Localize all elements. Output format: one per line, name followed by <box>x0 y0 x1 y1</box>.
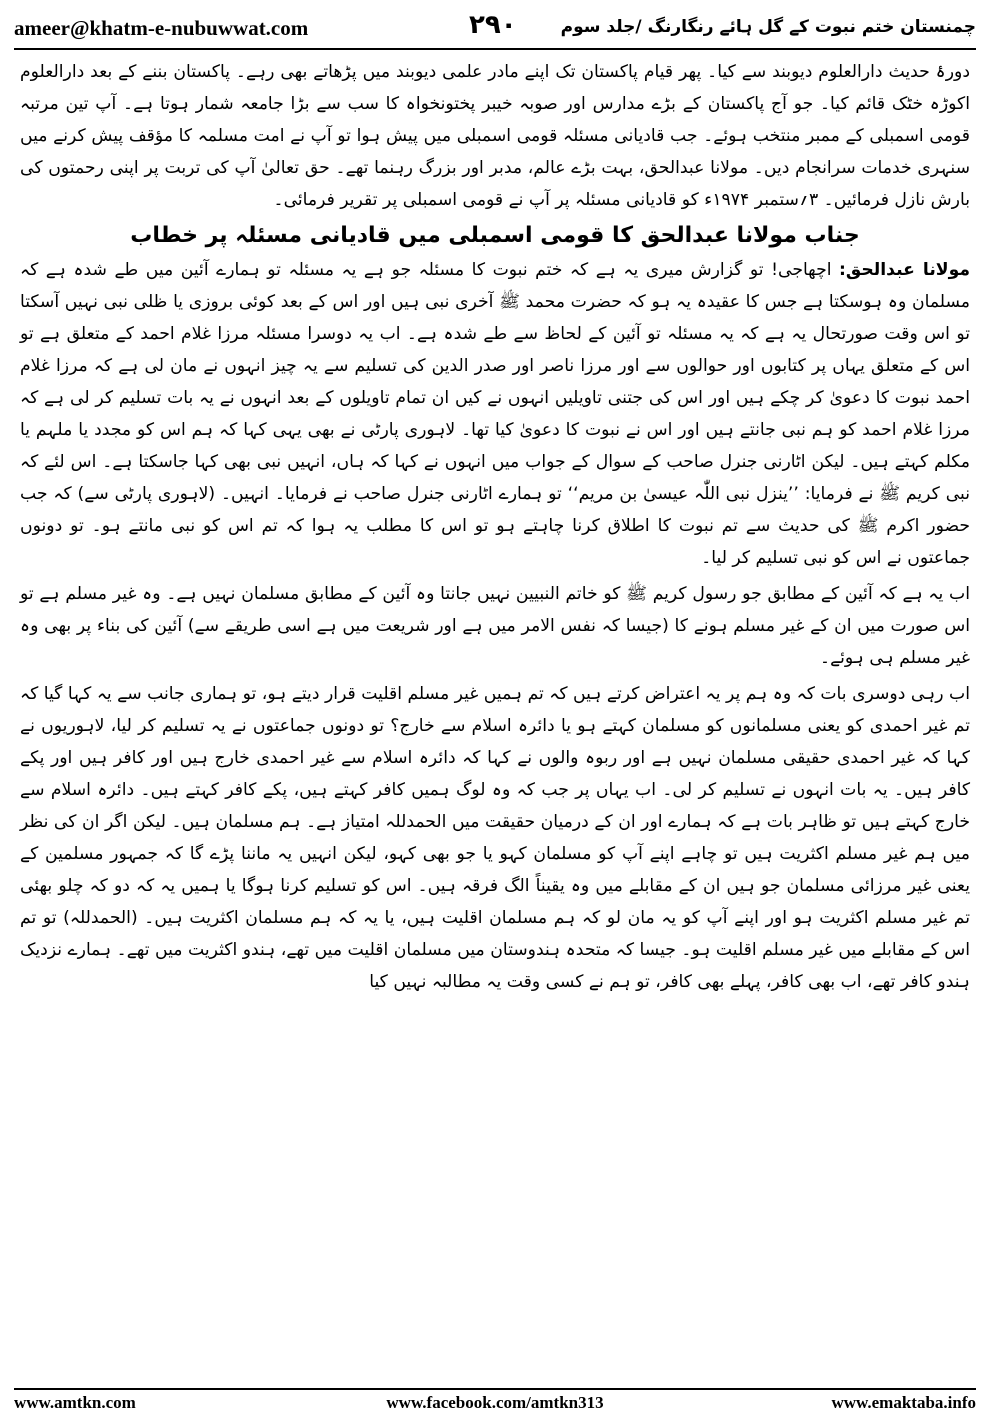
header-divider <box>14 48 976 50</box>
footer-link-facebook[interactable]: www.facebook.com/amtkn313 <box>386 1393 604 1412</box>
page-header <box>14 10 976 46</box>
footer-link-emaktaba[interactable]: www.emaktaba.info <box>831 1393 976 1412</box>
speaker-label: مولانا عبدالحق: <box>839 260 971 280</box>
section-heading: جناب مولانا عبدالحق کا قومی اسمبلی میں قادیانی مسئلہ پر خطاب <box>130 223 860 248</box>
page-number: ۲۹۰ <box>469 10 517 40</box>
header-email[interactable]: ameer@khatm-e-nubuwwat.com <box>14 16 309 40</box>
footer-divider <box>14 1388 976 1390</box>
speech-paragraph-1 <box>20 254 970 574</box>
footer-link-amtkn[interactable]: www.amtkn.com <box>14 1393 136 1412</box>
page-footer <box>14 1393 976 1417</box>
speech-paragraph-1-text: اچھاجی! تو گزارش میری یہ ہے کہ ختم نبوت کا مسئلہ جو ہے یہ مسئلہ تو ہمارے آئین میں طے شدہ ہے کہ مسلمان وہ ہوسکتا ہے جس کا عقیدہ یہ ہو کہ حضرت محمد ﷺ آخری نبی ہیں اور اس کے بعد کوئی بروزی یا ظلی نبی نہیں آسکتا تو اس وقت صورتحال یہ ہے کہ یہ مسئلہ تو آئین کے لحاظ سے طے شدہ ہے۔ اب یہ دوسرا مسئلہ مرزا غلام احمد کے متعلق ہے تو اس کے متعلق یہاں پر کتابوں اور حوالوں سے اور مرزا ناصر اور صدر الدین کی تسلیم سے یہ چیز انہوں نے مان لی ہے کہ مرزا غلام احمد نبوت کا دعویٰ کر چکے ہیں اور اس کی جتنی تاویلیں انہوں نے کیں ان تمام تاویلوں کے بعد انہوں نے یہ بات تسلیم کر لی ہے کہ مرزا غلام احمد کو ہم نبی جانتے ہیں اور اس نے نبوت کا دعویٰ کیا تھا۔ لاہوری پارٹی نے بھی یہی کہا کہ ہم اس کو مجدد یا ملہم یا مکلم کہتے ہیں۔ لیکن اٹارنی جنرل صاحب کے سوال کے جواب میں انہوں نے کہا کہ ہاں، انہیں نبی بھی کہا جاسکتا ہے۔ اس لئے کہ نبی کریم ﷺ نے فرمایا: ’’ینزل نبی اللّٰہ عیسیٰ بن مریم‘‘ تو ہمارے اٹارنی جنرل صاحب نے فرمایا۔ انہیں۔ (لاہوری پارٹی سے) کہ جب حضور اکرم ﷺ کی حدیث سے تم نبوت کا اطلاق کرنا چاہتے ہو تو اس کا مطلب یہ ہوا کہ تم اس کو نبی مانتے ہو۔ تو دونوں جماعتوں نے اس کو نبی تسلیم کر لیا۔ <box>20 260 970 568</box>
intro-paragraph: دورۂ حدیث دارالعلوم دیوبند سے کیا۔ پھر قیام پاکستان تک اپنے مادر علمی دیوبند میں پڑھاتے بھی رہے۔ پاکستان بننے کے بعد دارالعلوم اکوڑہ خٹک قائم کیا۔ جو آج پاکستان کے بڑے مدارس اور صوبہ خیبر پختونخواہ کا سب سے بڑا جامعہ شمار ہوتا ہے۔ آپ تین مرتبہ قومی اسمبلی کے ممبر منتخب ہوئے۔ جب قادیانی مسئلہ قومی اسمبلی میں پیش ہوا تو آپ نے امت مسلمہ کا مؤقف پیش کرنے میں سنہری خدمات سرانجام دیں۔ مولانا عبدالحق، بہت بڑے عالم، مدبر اور بزرگ رہنما تھے۔ حق تعالیٰ آپ کی تربت پر اپنی رحمتوں کی بارش نازل فرمائیں۔ ۳؍ستمبر ۱۹۷۴ء کو قادیانی مسئلہ پر آپ نے قومی اسمبلی پر تقریر فرمائی۔ <box>20 62 970 210</box>
book-title: چمنستان ختم نبوت کے گل ہائے رنگارنگ /جلد سوم <box>560 17 976 37</box>
speech-paragraph-3: اب رہی دوسری بات کہ وہ ہم پر یہ اعتراض کرتے ہیں کہ تم ہمیں غیر مسلم اقلیت قرار دیتے ہو، تو ہماری جانب سے یہ کہا گیا کہ تم غیر احمدی کو یعنی مسلمانوں کو مسلمان کہتے ہو یا دائرہ اسلام سے خارج؟ تو دونوں جماعتوں نے یہ تسلیم کر لیا، لاہوریوں نے کہا کہ غیر احمدی حقیقی مسلمان نہیں ہے اور ربوہ والوں نے کہا کہ دائرہ اسلام سے غیر احمدی خارج ہیں اور کافر ہیں اور پکے کافر ہیں۔ یہ بات انہوں نے تسلیم کر لی۔ اب یہاں پر جب کہ وہ لوگ ہمیں کافر کہتے ہیں، پکے کافر کہتے ہیں۔ دائرہ اسلام سے خارج کہتے ہیں تو ظاہر بات ہے کہ ہمارے اور ان کے درمیان حقیقت میں الحمدللہ امتیاز ہے۔ ہم مسلمان ہیں۔ لیکن اگر ان کی نظر میں ہم غیر مسلم اکثریت ہیں تو چاہے اپنے آپ کو مسلمان کہو یا جو بھی کہو، لیکن انہیں یہ ماننا پڑے گا کہ جمہور مسلمین کے یعنی غیر مرزائی مسلمان جو ہیں ان کے مقابلے میں وہ یقیناً الگ فرقہ ہیں۔ اس کو تسلیم کرنا ہوگا یا ہمیں یہ کہ دو کہ چلو بھئی تم غیر مسلم اکثریت ہو اور اپنے آپ کو یہ مان لو کہ ہم مسلمان اقلیت ہیں، یا یہ کہ ہم مسلمان اکثریت ہیں۔ (الحمدللہ) تو تم اس کے مقابلے میں غیر مسلم اقلیت ہو۔ جیسا کہ متحدہ ہندوستان میں مسلمان اقلیت میں تھے، ہندو اکثریت میں تھے۔ ہمارے نزدیک ہندو کافر تھے، اب بھی کافر، پہلے بھی کافر، تو ہم نے کسی وقت یہ مطالبہ نہیں کیا <box>20 684 970 992</box>
speech-paragraph-2: اب یہ ہے کہ آئین کے مطابق جو رسول کریم ﷺ کو خاتم النبیین نہیں جانتا وہ آئین کے مطابق مسلمان نہیں ہے۔ وہ غیر مسلم ہے تو اس صورت میں ان کے غیر مسلم ہونے کا (جیسا کہ نفس الامر میں ہے اور شریعت میں ہے اسی طریقے سے) آئین کی بناء پر بھی وہ غیر مسلم ہی ہوئے۔ <box>20 584 970 668</box>
document-body <box>20 56 970 998</box>
